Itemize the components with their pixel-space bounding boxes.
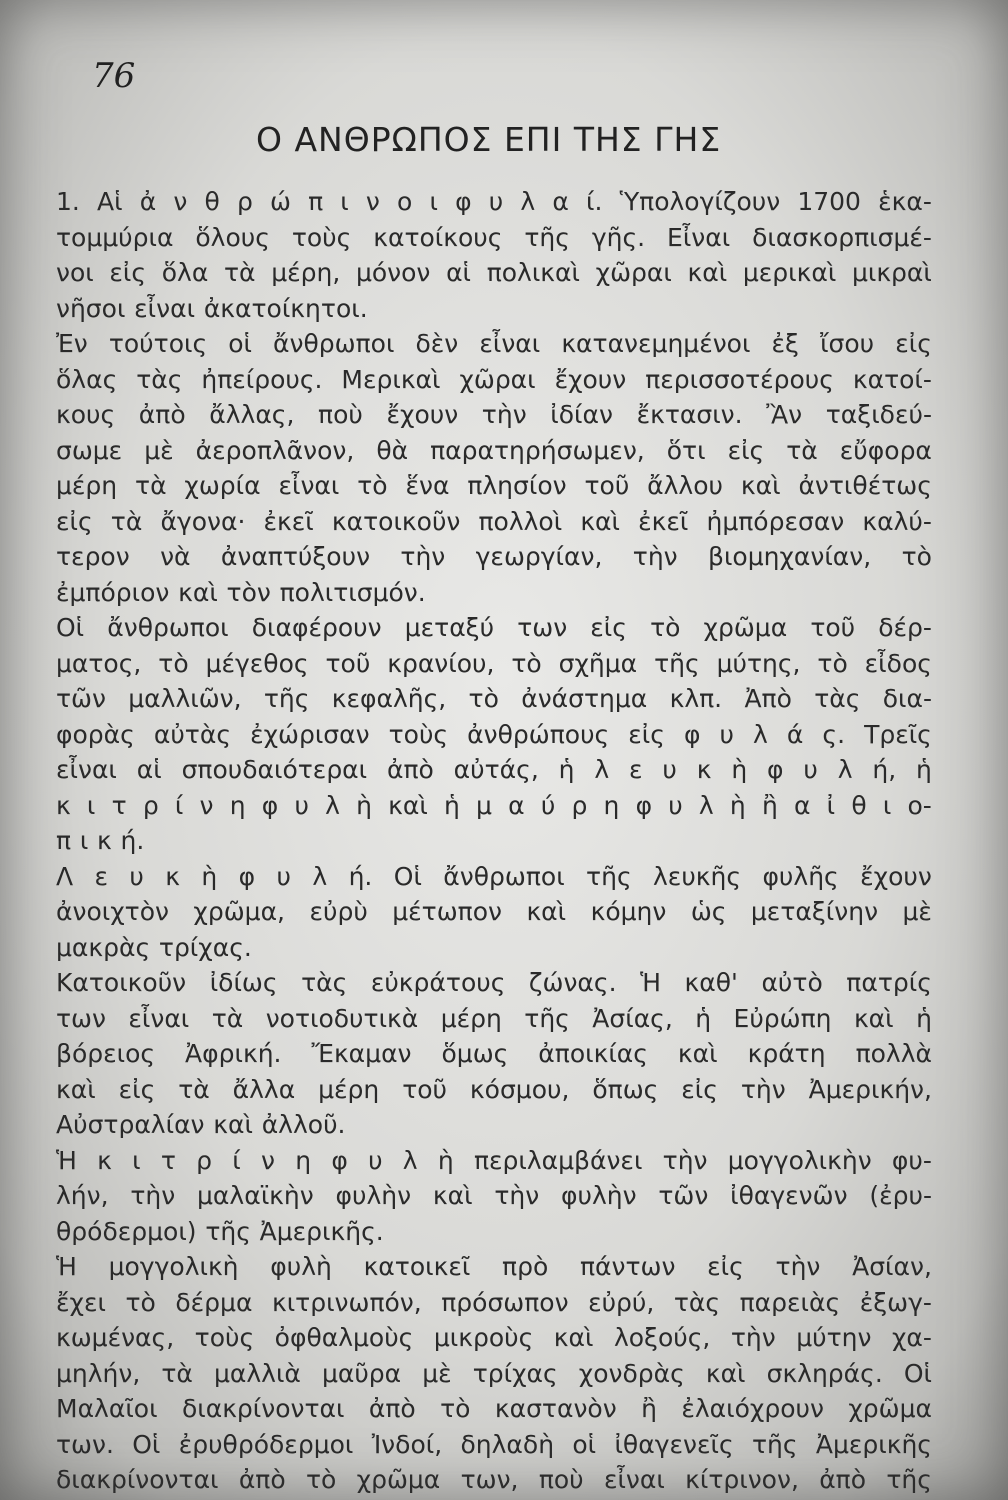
- text-line: ματος, τὸ μέγεθος τοῦ κρανίου, τὸ σχῆμα τῆς μύτης, τὸ εἶδος: [56, 648, 932, 678]
- text-line: π ι κ ή.: [56, 826, 145, 855]
- text-line: Μαλαῖοι διακρίνονται ἀπὸ τὸ καστανὸν ἢ ἐλαιόχρουν χρῶμα: [56, 1394, 932, 1423]
- text-line: Λ ε υ κ ὴ φ υ λ ή. Οἱ ἄνθρωποι τῆς λευκῆς φυλῆς ἔχουν: [56, 861, 932, 891]
- text-line: νοι εἰς ὅλα τὰ μέρη, μόνον αἱ πολικαὶ χῶραι καὶ μερικαὶ μικραὶ: [56, 258, 932, 287]
- text-line: ἀνοιχτὸν χρῶμα, εὐρὺ μέτωπον καὶ κόμην ὡς μεταξίνην μὲ: [56, 897, 932, 926]
- text-line: των. Οἱ ἐρυθρόδερμοι Ἰνδοί, δηλαδὴ οἱ ἰθαγενεῖς τῆς Ἀμερικῆς: [56, 1429, 932, 1459]
- text-line: ὅλας τὰς ἠπείρους. Μερικαὶ χῶραι ἔχουν περισσοτέρους κατοί-: [56, 364, 932, 394]
- text-line: καὶ εἰς τὰ ἄλλα μέρη τοῦ κόσμου, ὅπως εἰς τὴν Ἀμερικήν,: [56, 1074, 932, 1104]
- text-line: Κατοικοῦν ἰδίως τὰς εὐκράτους ζώνας. Ἡ καθ' αὐτὸ πατρίς: [56, 968, 932, 997]
- text-line: εἶναι αἱ σπουδαιότεραι ἀπὸ αὐτάς, ἡ λ ε υ κ ὴ φ υ λ ή, ἡ: [56, 755, 932, 784]
- text-line: μέρη τὰ χωρία εἶναι τὸ ἕνα πλησίον τοῦ ἄλλου καὶ ἀντιθέτως: [56, 471, 932, 500]
- text-line: 1. Αἱ ἀ ν θ ρ ώ π ι ν ο ι φ υ λ α ί. Ὑπολογίζουν 1700 ἑκα-: [56, 187, 932, 216]
- text-line: μηλήν, τὰ μαλλιὰ μαῦρα μὲ τρίχας χονδρὰς καὶ σκληράς. Οἱ: [56, 1358, 932, 1388]
- text-line: Ἐν τούτοις οἱ ἄνθρωποι δὲν εἶναι κατανεμημένοι ἐξ ἴσου εἰς: [56, 329, 932, 358]
- chapter-title: Ο ΑΝΘΡΩΠΟΣ ΕΠΙ ΤΗΣ ΓΗΣ: [256, 120, 722, 159]
- text-line: μακρὰς τρίχας.: [56, 932, 252, 962]
- text-line: σωμε μὲ ἀεροπλᾶνον, θὰ παρατηρήσωμεν, ὅτι εἰς τὰ εὔφορα: [56, 435, 932, 465]
- text-line: θρόδερμοι) τῆς Ἀμερικῆς.: [56, 1216, 384, 1246]
- text-line: κους ἀπὸ ἄλλας, ποὺ ἔχουν τὴν ἰδίαν ἔκτασιν. Ἂν ταξιδεύ-: [56, 400, 932, 429]
- text-line: Αὐστραλίαν καὶ ἀλλοῦ.: [56, 1110, 346, 1139]
- text-line: Οἱ ἄνθρωποι διαφέρουν μεταξύ των εἰς τὸ χρῶμα τοῦ δέρ-: [56, 613, 932, 642]
- text-line: τῶν μαλλιῶν, τῆς κεφαλῆς, τὸ ἀνάστημα κλπ. Ἀπὸ τὰς δια-: [56, 684, 932, 713]
- text-line: βόρειος Ἀφρική. Ἔκαμαν ὅμως ἀποικίας καὶ κράτη πολλὰ: [56, 1039, 932, 1068]
- text-line: Ἡ κ ι τ ρ ί ν η φ υ λ ὴ περιλαμβάνει τὴν μογγολικὴν φυ-: [56, 1145, 932, 1175]
- text-line: λήν, τὴν μαλαϊκὴν φυλὴν καὶ τὴν φυλὴν τῶν ἰθαγενῶν (ἐρυ-: [56, 1181, 932, 1210]
- body-text: [56, 184, 932, 1498]
- text-line: τομμύρια ὅλους τοὺς κατοίκους τῆς γῆς. Εἶναι διασκορπισμέ-: [56, 222, 932, 252]
- text-line: των εἶναι τὰ νοτιοδυτικὰ μέρη τῆς Ἀσίας, ἡ Εὐρώπη καὶ ἡ: [56, 1003, 932, 1033]
- text-line: κ ι τ ρ ί ν η φ υ λ ὴ καὶ ἡ μ α ύ ρ η φ υ λ ὴ ἢ α ἰ θ ι ο-: [56, 790, 932, 820]
- text-line: κωμένας, τοὺς ὀφθαλμοὺς μικροὺς καὶ λοξούς, τὴν μύτην χα-: [56, 1323, 932, 1352]
- text-line: νῆσοι εἶναι ἀκατοίκητοι.: [56, 293, 368, 323]
- text-line: Ἡ μογγολικὴ φυλὴ κατοικεῖ πρὸ πάντων εἰς τὴν Ἀσίαν,: [56, 1252, 932, 1281]
- text-line: διακρίνονται ἀπὸ τὸ χρῶμα των, ποὺ εἶναι κίτρινον, ἀπὸ τῆς: [56, 1465, 932, 1494]
- text-line: εἰς τὰ ἄγονα· ἐκεῖ κατοικοῦν πολλοὶ καὶ ἐκεῖ ἠμπόρεσαν καλύ-: [56, 506, 932, 536]
- page-number: 76: [92, 56, 136, 96]
- text-line: ἔχει τὸ δέρμα κιτρινωπόν, πρόσωπον εὐρύ, τὰς παρειὰς ἐξωγ-: [56, 1287, 932, 1317]
- text-line: φορὰς αὐτὰς ἐχώρισαν τοὺς ἀνθρώπους εἰς φ υ λ ά ς. Τρεῖς: [56, 719, 932, 749]
- text-line: ἐμπόριον καὶ τὸν πολιτισμόν.: [56, 577, 426, 607]
- text-line: τερον νὰ ἀναπτύξουν τὴν γεωργίαν, τὴν βιομηχανίαν, τὸ: [56, 542, 932, 571]
